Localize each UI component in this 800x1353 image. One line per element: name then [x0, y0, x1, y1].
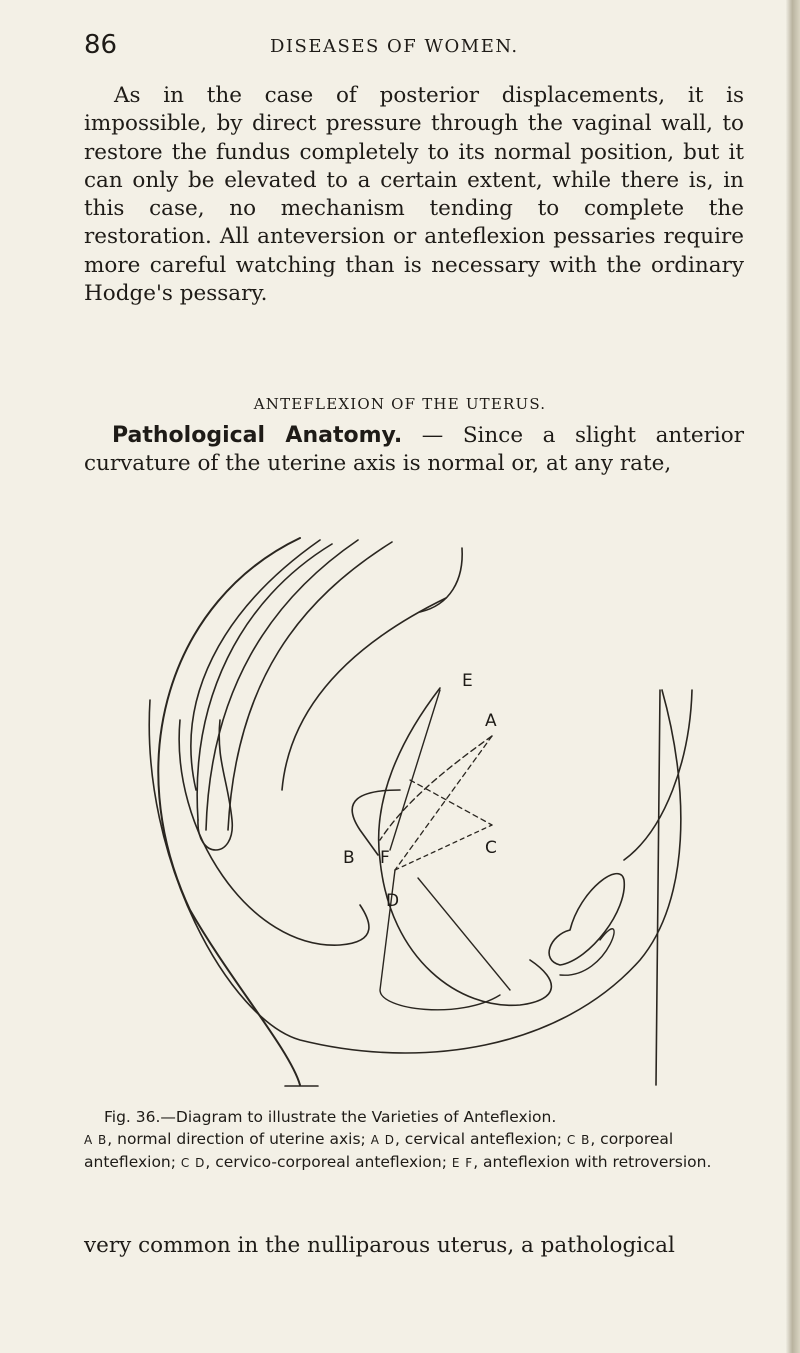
figure-caption-legend: [84, 1128, 744, 1174]
right-line-1: [656, 690, 660, 1085]
label-B: B: [343, 848, 355, 868]
run-in-heading: Pathological Anatomy.: [112, 423, 403, 448]
legend-text: , corporeal anteflexion;: [84, 1130, 674, 1171]
legend-text: , cervical anteflexion;: [394, 1130, 567, 1148]
label-C: C: [485, 838, 497, 858]
legend-text: , anteflexion with retroversion.: [473, 1153, 712, 1171]
legend-letters: A B: [84, 1133, 108, 1147]
figure-caption-title: Fig. 36.—Diagram to illustrate the Varieties of Anteflexion.: [104, 1108, 557, 1126]
top-hook: [420, 548, 462, 612]
legend-text: , normal direction of uterine axis;: [107, 1130, 371, 1148]
axis-CB: [410, 780, 492, 825]
section-title: ANTEFLEXION OF THE UTERUS.: [253, 395, 547, 413]
paragraph-text: — Since a slight anterior curvature of the uterine axis is normal or, at any rate,: [84, 423, 744, 477]
label-A: A: [485, 711, 497, 731]
posterior-loop: [179, 720, 369, 945]
paragraph-pessaries: As in the case of posterior displacements, it is impossible, by direct pressure through the vaginal wall, to restore the fundus completely to its normal position, but it can only be elevated to a certain extent, while there is, in this case, no mechanism tending to complete the restoration. All anteversion or anteflexion pessaries require more careful watching than is necessary with the ordinary Hodge's pessary.: [84, 83, 744, 307]
running-head: DISEASES OF WOMEN.: [270, 36, 519, 57]
strand-4: [282, 598, 446, 790]
page-number: 86: [84, 30, 118, 60]
label-F: F: [380, 848, 390, 868]
label-E: E: [462, 671, 473, 691]
strand-3: [228, 542, 392, 830]
cervix-loop-2: [560, 929, 614, 975]
legend-text: , cervico-corporeal anteflexion;: [205, 1153, 452, 1171]
axis-EF: [390, 690, 440, 850]
legend-letters: C D: [180, 1156, 206, 1170]
legend-letters: C B: [566, 1133, 591, 1147]
left-loop: [198, 720, 232, 850]
posterior-curve-inner: [191, 540, 320, 790]
legend-letters: A D: [370, 1133, 395, 1147]
axis-CD: [395, 825, 492, 870]
legend-letters: E F: [451, 1156, 474, 1170]
uterus-outline: [379, 688, 552, 1005]
cervix-loop: [549, 874, 624, 965]
lower-outer-curve: [149, 690, 681, 1053]
paragraph-continuation: very common in the nulliparous uterus, a pathological: [84, 1233, 675, 1258]
label-D: D: [386, 891, 400, 911]
axis-AB: [380, 736, 492, 840]
